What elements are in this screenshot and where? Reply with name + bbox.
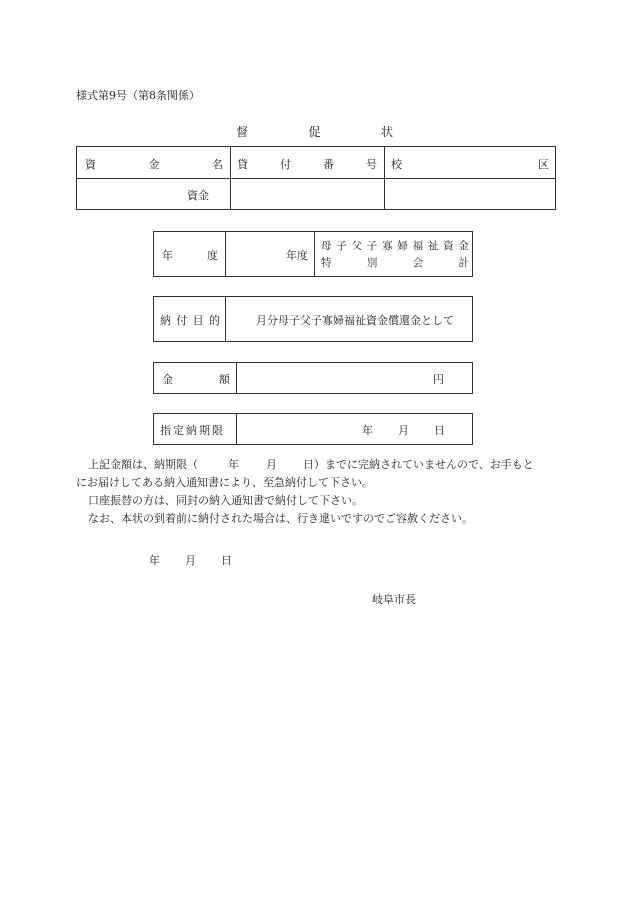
deadline-month: 月	[398, 424, 409, 437]
purpose-label: 納 付 目 的	[160, 314, 220, 327]
deadline-day: 日	[434, 424, 445, 437]
body-line-2: にお届けしてある納入通知書により、至急納付して下さい。	[76, 476, 373, 489]
issue-date	[149, 552, 232, 568]
payment-purpose-box	[153, 296, 473, 342]
amount-unit: 円	[433, 373, 444, 386]
year-label: 年 度	[162, 249, 218, 262]
account-name-line1: 母 子 父 子 寡 婦 福 祉 資 金	[321, 240, 469, 252]
document-title	[236, 123, 393, 140]
payment-deadline-box	[153, 413, 473, 445]
title-char: 状	[380, 125, 393, 139]
header-fund-name: 資 金 名	[85, 158, 223, 171]
title-char: 督	[236, 125, 249, 139]
amount-label: 金 額	[162, 373, 230, 386]
body-line-1: 上記金額は、納期限（ 年 月 日）までに完納されていませんので、お手もと	[88, 458, 534, 471]
date-day: 日	[221, 554, 232, 567]
header-loan-number: 貸 付 番 号	[237, 158, 377, 171]
body-line-3: 口座振替の方は、同封の納入通知書で納付して下さい。	[88, 494, 363, 507]
deadline-label: 指定納期限	[160, 424, 225, 437]
fund-name-value: 資金	[187, 189, 209, 202]
issuer-name: 岐阜市長	[372, 593, 416, 606]
title-char: 促	[308, 125, 321, 139]
date-month: 月	[185, 554, 196, 567]
fiscal-year-box	[153, 231, 473, 277]
account-name-line2: 特 別 会 計	[321, 257, 469, 269]
year-value: 年度	[286, 249, 308, 262]
amount-box	[153, 362, 473, 394]
body-line-4: なお、本状の到着前に納付された場合は、行き違いですのでご容赦ください。	[88, 512, 473, 525]
main-table	[76, 146, 556, 210]
deadline-year: 年	[362, 424, 373, 437]
header-school-district: 校 区	[391, 158, 549, 171]
date-year: 年	[149, 554, 160, 567]
purpose-value: 月分母子父子寡婦福祉資金償還金として	[256, 314, 454, 327]
form-number: 様式第9号（第8条関係）	[76, 89, 200, 102]
